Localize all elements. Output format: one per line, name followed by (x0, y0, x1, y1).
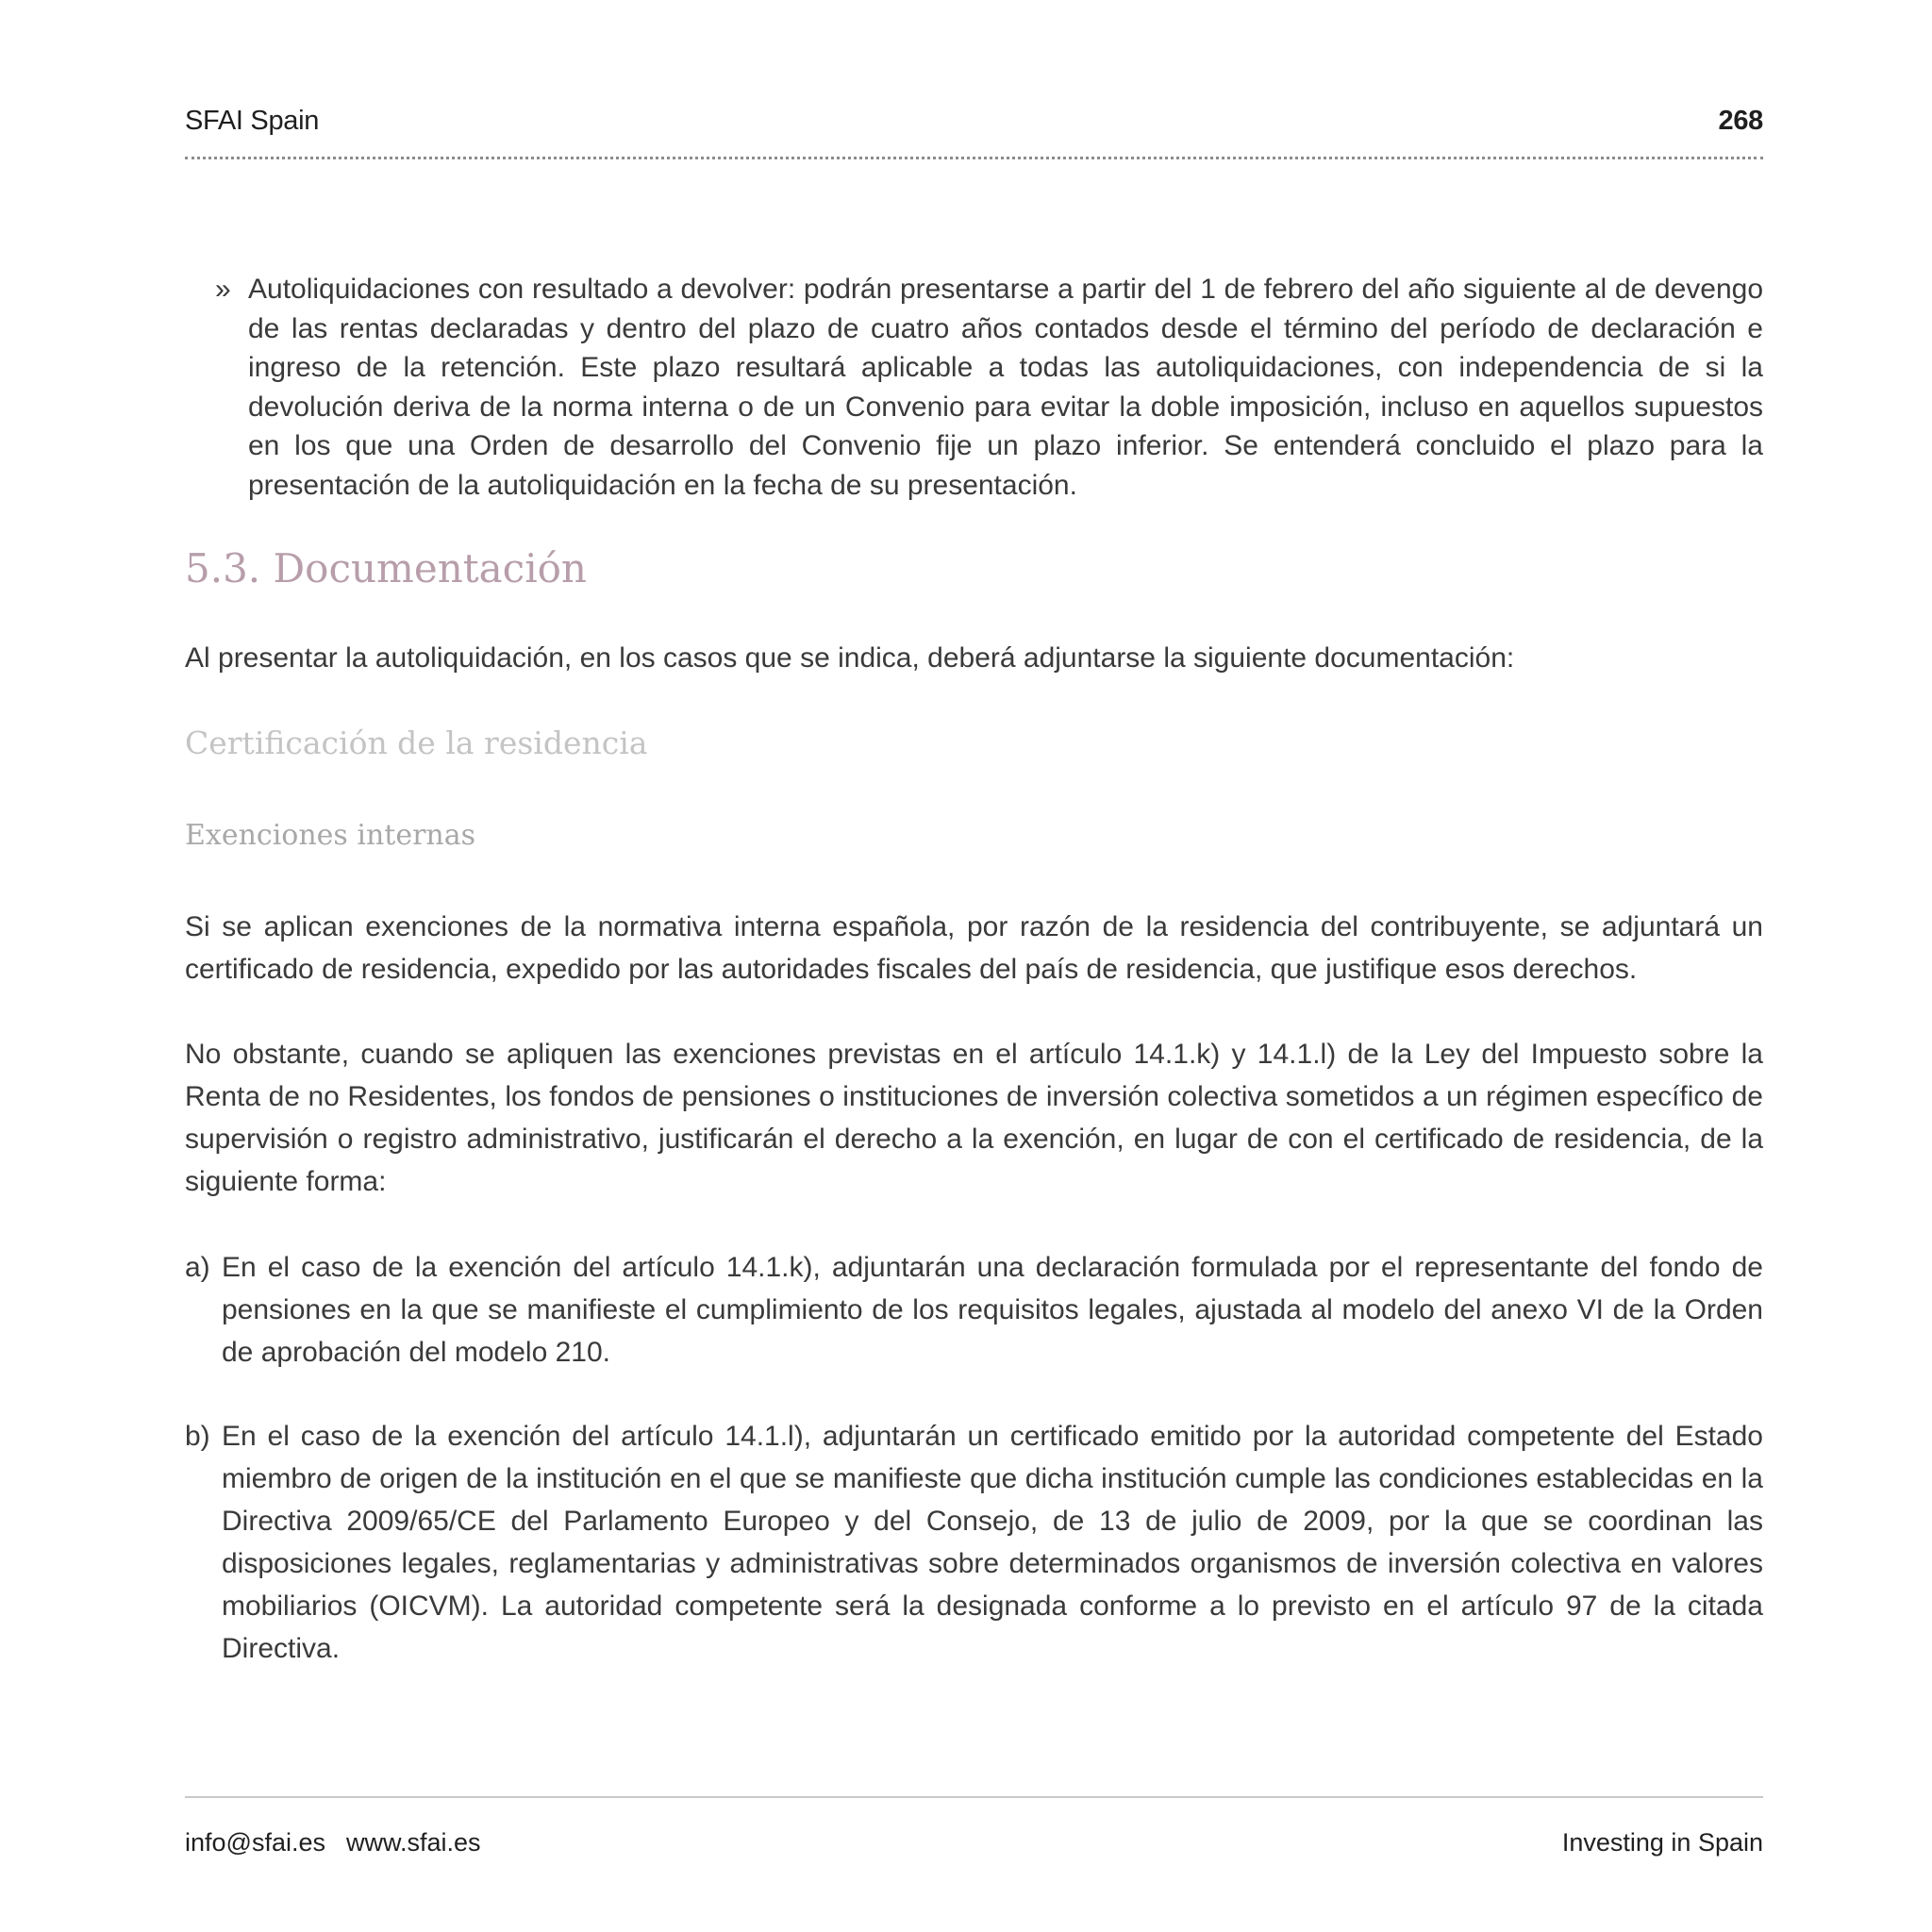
page-number: 268 (1718, 106, 1763, 136)
footer-email: info@sfai.es (185, 1828, 325, 1857)
bullet-text: Autoliquidaciones con resultado a devolver: podrán presentarse a partir del 1 de febrero del año siguiente al de devengo de las rentas declaradas y dentro del plazo de cuatro años contados desde el término del período de declaración e ingreso de la retención. Este plazo resultará aplicable a todas las autoliquidaciones, con independencia de si la devolución deriva de la norma interna o de un Convenio para evitar la doble imposición, incluso en aquellos supuestos en los que una Orden de desarrollo del Convenio fije un plazo inferior. Se entenderá concluido el plazo para la presentación de la autoliquidación en la fecha de su presentación. (248, 274, 1763, 501)
list-item-marker: a) (185, 1252, 210, 1283)
header-divider (185, 157, 1763, 159)
paragraph: Si se aplican exenciones de la normativa interna española, por razón de la residencia del contribuyente, se adjuntará un certificado de residencia, expedido por las autoridades fiscales del país de residencia, que justifique esos derechos. (185, 911, 1763, 985)
list-item (185, 1246, 1763, 1374)
footer-tagline: Investing in Spain (1561, 1828, 1763, 1857)
header-brand: SFAI Spain (185, 106, 320, 136)
bullet-item (185, 270, 1763, 505)
list-item (185, 1415, 1763, 1670)
list-item-text: En el caso de la exención del artículo 14.1.k), adjuntarán una declaración formulada por el representante del fondo de pensiones en la que se manifieste el cumplimiento de los requisitos legales, ajustada al modelo del anexo VI de la Orden de aprobación del modelo 210. (222, 1252, 1763, 1368)
list-item-marker: b) (185, 1421, 210, 1452)
footer-contact (185, 1828, 481, 1857)
footer-website: www.sfai.es (345, 1828, 481, 1857)
section-intro: Al presentar la autoliquidación, en los casos que se indica, deberá adjuntarse la siguiente documentación: (185, 642, 1515, 674)
bullet-marker: » (215, 274, 231, 305)
list-item-text: En el caso de la exención del artículo 14.1.l), adjuntarán un certificado emitido por la autoridad competente del Estado miembro de origen de la institución en el que se manifieste que dicha institución cumple las condiciones establecidas en la Directiva 2009/65/CE del Parlamento Europeo y del Consejo, de 13 de julio de 2009, por la que se coordinan las disposiciones legales, reglamentarias y administrativas sobre determinados organismos de inversión colectiva en valores mobiliarios (OICVM). La autoridad competente será la designada conforme a lo previsto en el artículo 97 de la citada Directiva. (222, 1421, 1763, 1664)
section-title: 5.3. Documentación (185, 545, 587, 591)
subheading: Certificación de la residencia (185, 724, 648, 761)
footer-divider (185, 1796, 1763, 1798)
subsubheading: Exenciones internas (185, 819, 476, 852)
paragraph: No obstante, cuando se apliquen las exenciones previstas en el artículo 14.1.k) y 14.1.l) de la Ley del Impuesto sobre la Renta de no Residentes, los fondos de pensiones o instituciones de inversión colectiva sometidos a un régimen específico de supervisión o registro administrativo, justificarán el derecho a la exención, en lugar de con el certificado de residencia, de la siguiente forma: (185, 1039, 1763, 1197)
